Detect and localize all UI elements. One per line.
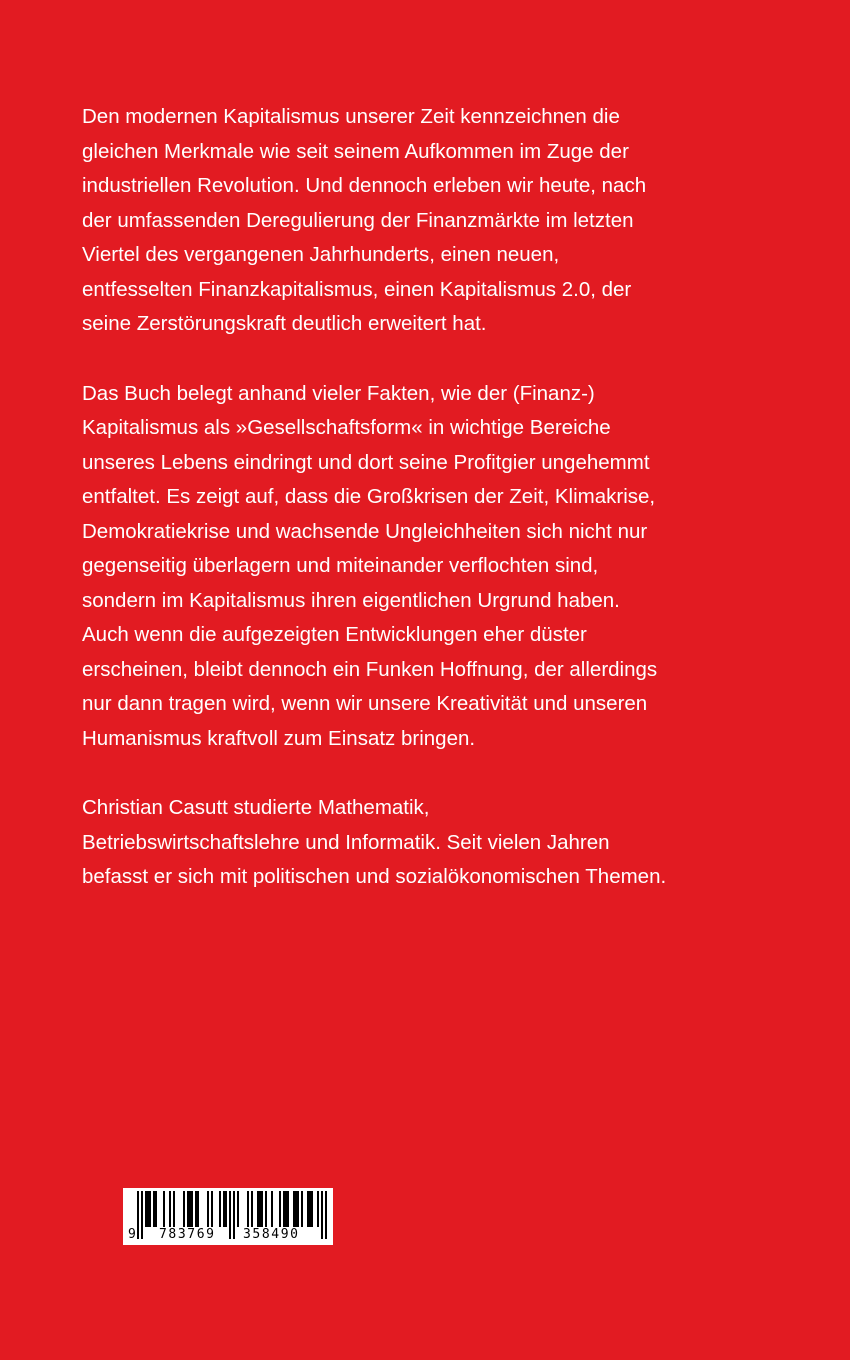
text-line: gegenseitig überlagern und miteinander verflochten sind, xyxy=(82,554,599,577)
blurb-text xyxy=(82,100,782,930)
text-line: Das Buch belegt anhand vieler Fakten, wie der (Finanz-) xyxy=(82,381,595,405)
barcode-bar xyxy=(257,1191,259,1227)
barcode-bar xyxy=(271,1191,273,1227)
barcode-bar xyxy=(293,1191,295,1227)
text-line: erscheinen, bleibt dennoch ein Funken Hoffnung, der allerdings xyxy=(82,657,658,681)
text-line: befasst er sich mit politischen und sozialökonomischen Themen. xyxy=(82,865,667,888)
barcode-bar xyxy=(265,1191,267,1227)
barcode-bar xyxy=(311,1191,313,1227)
barcode-bar xyxy=(169,1191,171,1227)
text-line: Humanismus kraftvoll zum Einsatz bringen. xyxy=(82,726,476,750)
barcode-bar xyxy=(211,1191,213,1227)
isbn-digits-right: 358490 xyxy=(243,1227,300,1242)
barcode-bar xyxy=(261,1191,263,1227)
barcode-bar xyxy=(187,1191,189,1227)
barcode-bar xyxy=(225,1191,227,1227)
text-line: Christian Casutt studierte Mathematik, xyxy=(82,796,430,819)
barcode-bar xyxy=(279,1191,281,1227)
barcode-bar xyxy=(145,1191,147,1227)
barcode-bar xyxy=(191,1191,193,1227)
isbn-digits xyxy=(123,1227,333,1245)
text-line: Kapitalismus als »Gesellschaftsform« in wichtige Bereiche xyxy=(82,416,611,439)
barcode-bar xyxy=(317,1191,319,1227)
text-line: Viertel des vergangenen Jahrhunderts, einen neuen, xyxy=(82,243,560,266)
barcode-bar xyxy=(283,1191,285,1227)
barcode-bar xyxy=(307,1191,309,1227)
barcode-bar xyxy=(197,1191,199,1227)
text-line: sondern im Kapitalismus ihren eigentlichen Urgrund haben. xyxy=(82,588,620,612)
isbn-digits-left: 783769 xyxy=(159,1227,216,1242)
barcode-bar xyxy=(183,1191,185,1227)
barcode-bar xyxy=(189,1191,191,1227)
text-line: Betriebswirtschaftslehre und Informatik. Seit vielen Jahren xyxy=(82,830,610,854)
text-line: der umfassenden Deregulierung der Finanzmärkte im letzten xyxy=(82,208,634,232)
barcode-bar xyxy=(287,1191,289,1227)
barcode-bar xyxy=(295,1191,297,1227)
barcode-bar xyxy=(195,1191,197,1227)
text-line: industriellen Revolution. Und dennoch erleben wir heute, nach xyxy=(82,174,647,197)
barcode-bar xyxy=(147,1191,149,1227)
text-line: Auch wenn die aufgezeigten Entwicklungen eher düster xyxy=(82,623,587,646)
barcode-bar xyxy=(153,1191,155,1227)
blurb-paragraph-1 xyxy=(82,100,782,342)
text-line: nur dann tragen wird, wenn wir unsere Kreativität und unseren xyxy=(82,692,648,715)
barcode-bar xyxy=(237,1191,239,1227)
barcode-bar xyxy=(155,1191,157,1227)
barcode-bar xyxy=(309,1191,311,1227)
text-line: gleichen Merkmale wie seit seinem Aufkommen im Zuge der xyxy=(82,139,629,163)
barcode-bar xyxy=(149,1191,151,1227)
text-line: Demokratiekrise und wachsende Ungleichheiten sich nicht nur xyxy=(82,519,648,543)
blurb-paragraph-2 xyxy=(82,377,782,757)
barcode-bar xyxy=(173,1191,175,1227)
text-line: entfesselten Finanzkapitalismus, einen Kapitalismus 2.0, der xyxy=(82,277,632,301)
isbn-barcode xyxy=(123,1188,333,1245)
barcode-bar xyxy=(259,1191,261,1227)
barcode-bar xyxy=(251,1191,253,1227)
barcode-bar xyxy=(223,1191,225,1227)
barcode-bar xyxy=(163,1191,165,1227)
text-line: Den modernen Kapitalismus unserer Zeit kennzeichnen die xyxy=(82,105,620,128)
text-line: entfaltet. Es zeigt auf, dass die Großkrisen der Zeit, Klimakrise, xyxy=(82,485,656,508)
barcode-bar xyxy=(219,1191,221,1227)
author-bio xyxy=(82,791,782,895)
barcode-bar xyxy=(285,1191,287,1227)
text-line: unseres Lebens eindringt und dort seine Profitgier ungehemmt xyxy=(82,450,650,474)
barcode-bar xyxy=(297,1191,299,1227)
barcode-bar xyxy=(207,1191,209,1227)
isbn-digit-lead: 9 xyxy=(128,1227,138,1242)
barcode-bar xyxy=(301,1191,303,1227)
barcode-bar xyxy=(247,1191,249,1227)
text-line: seine Zerstörungskraft deutlich erweitert hat. xyxy=(82,312,487,335)
